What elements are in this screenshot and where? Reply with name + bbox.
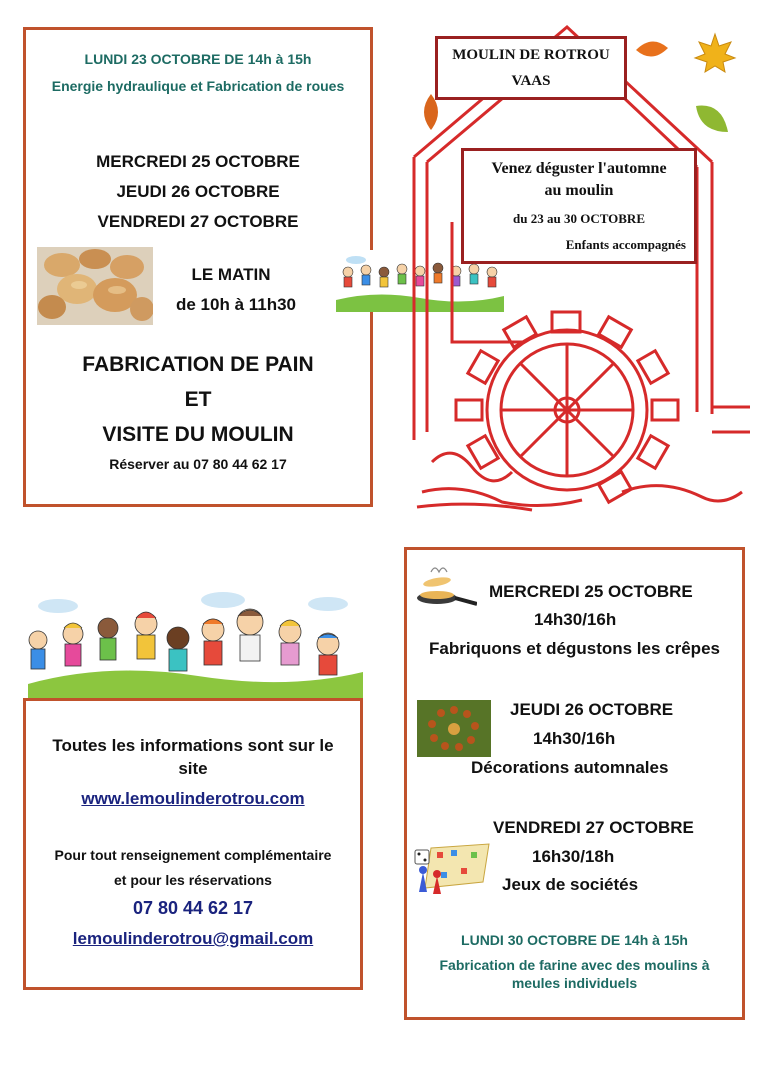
mill-name-box — [435, 36, 627, 100]
email-link[interactable]: lemoulinderotrou@gmail.com — [72, 929, 314, 948]
date-wednesday: MERCREDI 25 OCTOBRE — [96, 152, 300, 171]
invitation-line-1: Venez déguster l'automne — [491, 160, 667, 177]
date-friday: VENDREDI 27 OCTOBRE — [97, 212, 299, 231]
board-game-icon — [411, 842, 491, 896]
afternoon-day-3: VENDREDI 27 OCTOBRE — [493, 818, 694, 837]
monday-topic: Energie hydraulique et Fabrication de roues — [51, 78, 345, 94]
contact-phone[interactable]: 07 80 44 62 17 — [132, 898, 254, 918]
maple-leaf-icon — [693, 32, 737, 76]
reserve-phone: Réserver au 07 80 44 62 17 — [109, 456, 287, 472]
mill-name: MOULIN DE ROTROU — [452, 47, 610, 63]
last-event-topic-2: meules individuels — [511, 975, 638, 991]
green-leaf-icon — [692, 102, 732, 136]
bread-photo — [37, 247, 153, 325]
last-event-topic-1: Fabrication de farine avec des moulins à — [439, 957, 710, 973]
info-box — [23, 698, 363, 990]
headline-bread: FABRICATION DE PAIN — [82, 353, 314, 376]
mill-place: VAAS — [511, 73, 551, 89]
afternoon-activity-2: Décorations automnales — [471, 758, 669, 777]
info-line-2: site — [178, 759, 208, 778]
invitation-period: du 23 au 30 OCTOBRE — [513, 211, 645, 226]
morning-label: LE MATIN — [191, 265, 271, 284]
contact-line-2: et pour les réservations — [114, 872, 272, 888]
kids-banner — [28, 572, 363, 700]
afternoon-day-2: JEUDI 26 OCTOBRE — [510, 700, 674, 719]
last-event-heading: LUNDI 30 OCTOBRE DE 14h à 15h — [461, 932, 688, 948]
orange-leaf-icon — [634, 38, 670, 62]
contact-line-1: Pour tout renseignement complémentaire — [54, 847, 332, 863]
date-thursday: JEUDI 26 OCTOBRE — [116, 182, 280, 201]
website-link[interactable]: www.lemoulinderotrou.com — [81, 789, 305, 808]
afternoon-activity-3: Jeux de sociétés — [502, 875, 639, 894]
invitation-kids: Enfants accompagnés — [565, 237, 686, 252]
afternoon-time-3: 16h30/18h — [532, 847, 615, 866]
leaf-wreath-icon — [417, 700, 491, 757]
crepe-pan-icon — [415, 560, 477, 612]
invitation-box — [461, 148, 697, 264]
afternoon-time-1: 14h30/16h — [534, 610, 617, 629]
morning-program-box — [23, 27, 373, 507]
headline-and: ET — [184, 388, 212, 411]
afternoon-activity-1: Fabriquons et dégustons les crêpes — [429, 639, 720, 658]
morning-time: de 10h à 11h30 — [175, 295, 297, 314]
afternoon-day-1: MERCREDI 25 OCTOBRE — [489, 582, 693, 601]
afternoon-program-box — [404, 547, 745, 1020]
headline-visit: VISITE DU MOULIN — [102, 423, 294, 446]
monday-heading: LUNDI 23 OCTOBRE DE 14h à 15h — [84, 51, 312, 67]
afternoon-time-2: 14h30/16h — [533, 729, 616, 748]
info-line-1: Toutes les informations sont sur le — [52, 736, 334, 755]
invitation-line-2: au moulin — [544, 182, 614, 199]
